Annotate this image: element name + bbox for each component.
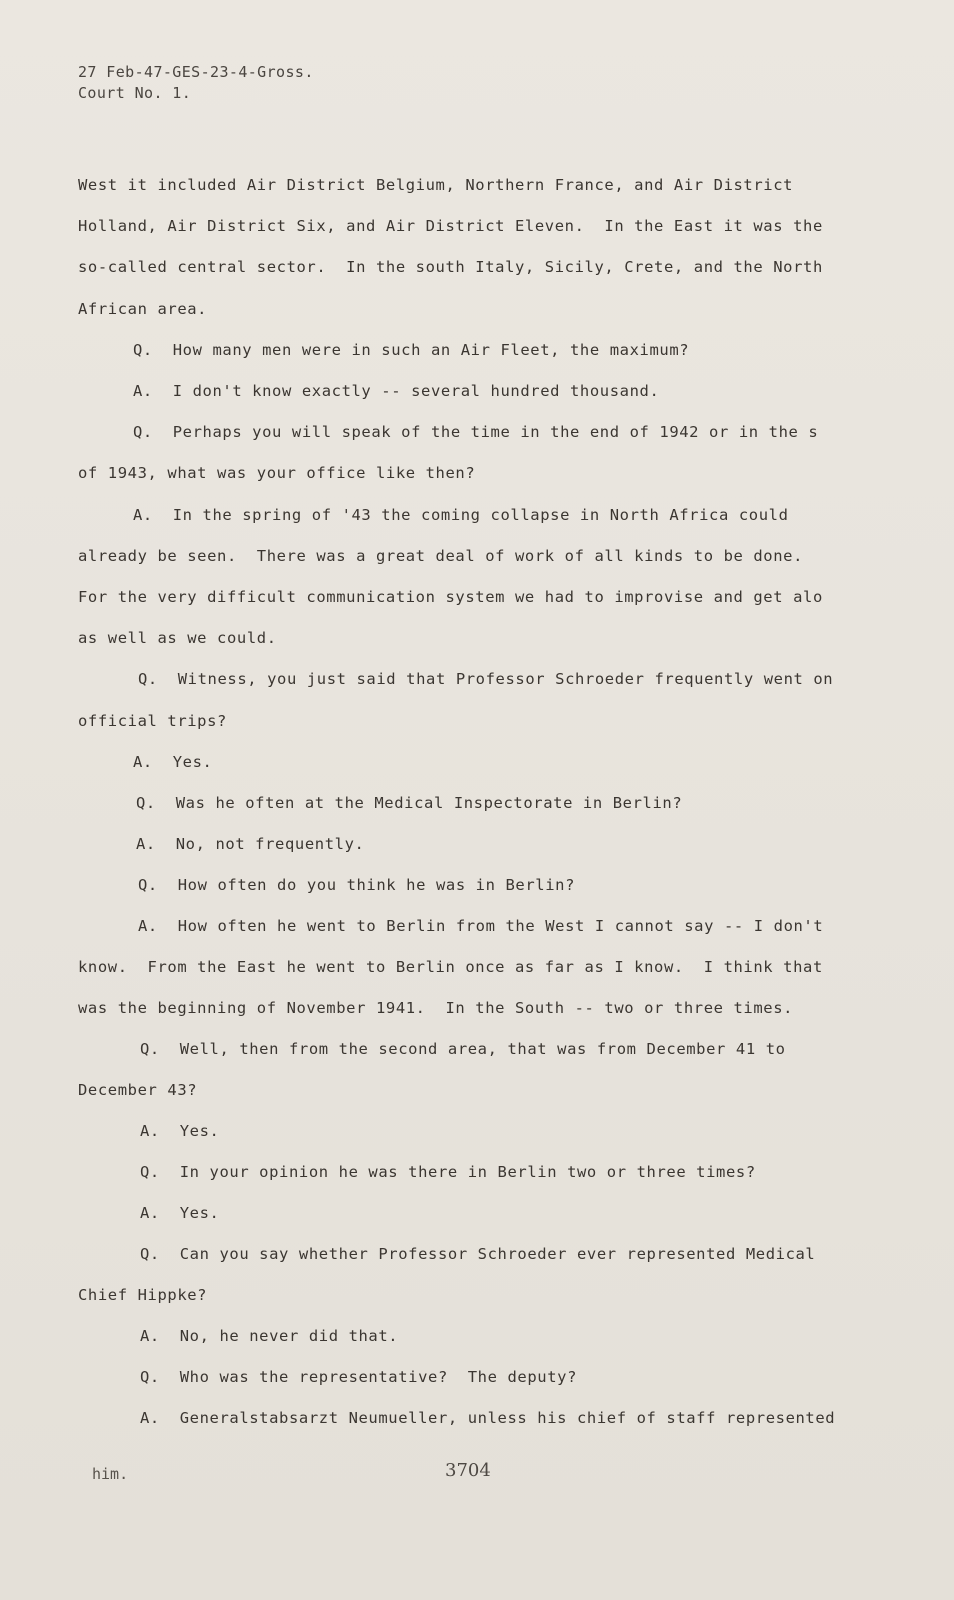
question-line: Q. Who was the representative? The deputy?: [140, 1368, 577, 1386]
question-line: Q. Was he often at the Medical Inspectorate in Berlin?: [136, 794, 683, 812]
transcript-line: was the beginning of November 1941. In the South -- two or three times.: [78, 999, 794, 1017]
question-line: Q. Perhaps you will speak of the time in the end of 1942 or in the s: [133, 423, 819, 441]
transcript-line: as well as we could.: [78, 629, 277, 647]
answer-line: A. No, he never did that.: [140, 1327, 399, 1345]
answer-line: A. How often he went to Berlin from the West I cannot say -- I don't: [138, 917, 824, 935]
question-line: Q. How many men were in such an Air Fleet, the maximum?: [133, 341, 690, 359]
document-header: [78, 62, 314, 104]
answer-line: A. In the spring of '43 the coming collapse in North Africa could: [133, 506, 789, 524]
answer-line: A. Generalstabsarzt Neumueller, unless his chief of staff represented: [140, 1409, 836, 1427]
question-line: Q. How often do you think he was in Berlin?: [138, 876, 575, 894]
transcript-line: so-called central sector. In the south Italy, Sicily, Crete, and the North: [78, 258, 823, 276]
transcript-line: December 43?: [78, 1081, 198, 1099]
question-line: Q. In your opinion he was there in Berlin two or three times?: [140, 1163, 756, 1181]
header-court: Court No. 1.: [78, 84, 192, 102]
answer-line: A. Yes.: [140, 1204, 220, 1222]
transcript-line: Holland, Air District Six, and Air District Eleven. In the East it was the: [78, 217, 823, 235]
header-reference: 27 Feb-47-GES-23-4-Gross.: [78, 63, 314, 81]
transcript-line: For the very difficult communication system we had to improvise and get alo: [78, 588, 823, 606]
question-line: Q. Well, then from the second area, that was from December 41 to: [140, 1040, 786, 1058]
answer-line: A. I don't know exactly -- several hundred thousand.: [133, 382, 660, 400]
answer-line: A. Yes.: [133, 753, 213, 771]
continuation-text: him.: [92, 1465, 129, 1483]
page-number: 3704: [445, 1460, 491, 1481]
answer-line: A. Yes.: [140, 1122, 220, 1140]
transcript-line: West it included Air District Belgium, Northern France, and Air District: [78, 176, 794, 194]
transcript-line: already be seen. There was a great deal of work of all kinds to be done.: [78, 547, 804, 565]
question-line: Q. Witness, you just said that Professor Schroeder frequently went on: [138, 670, 834, 688]
transcript-line: official trips?: [78, 712, 227, 730]
transcript-line: know. From the East he went to Berlin once as far as I know. I think that: [78, 958, 823, 976]
answer-line: A. No, not frequently.: [136, 835, 365, 853]
question-line: Q. Can you say whether Professor Schroeder ever represented Medical: [140, 1245, 816, 1263]
transcript-line: African area.: [78, 300, 208, 318]
transcript-line: Chief Hippke?: [78, 1286, 208, 1304]
transcript-line: of 1943, what was your office like then?: [78, 464, 476, 482]
